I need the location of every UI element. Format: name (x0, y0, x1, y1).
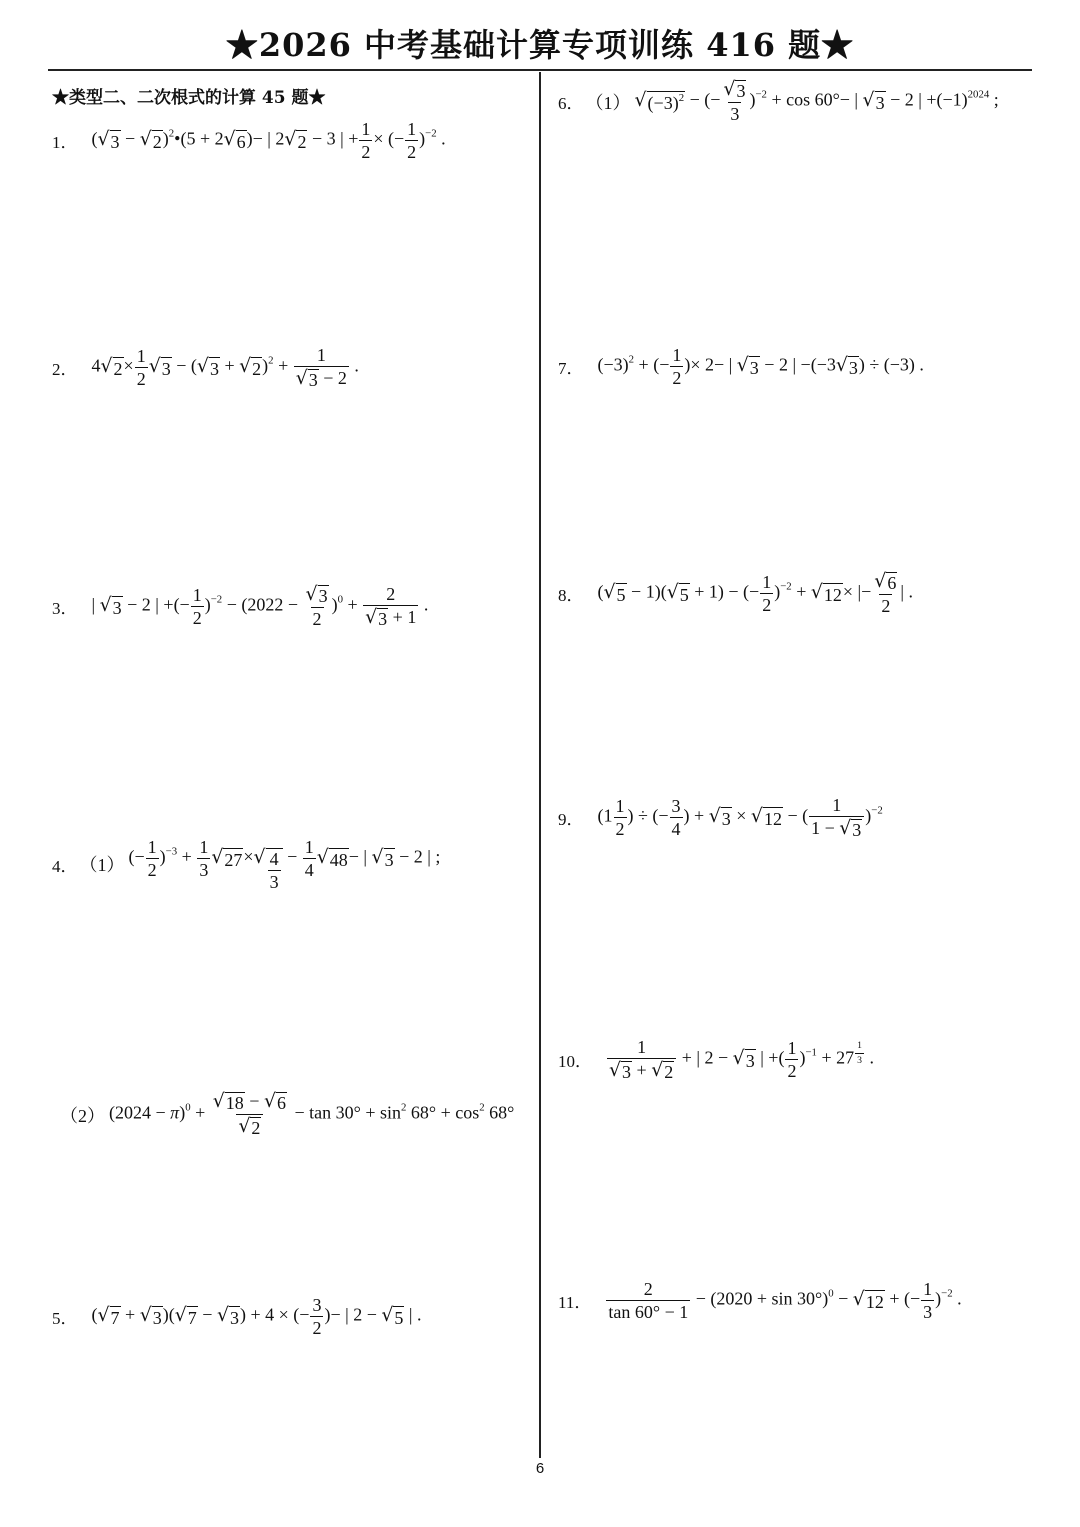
section-heading: ★类型二、二次根式的计算 45 题★ (52, 88, 326, 108)
sub-question-label: （1） (585, 92, 631, 113)
question-number: 11． (558, 1293, 592, 1312)
question-10 (558, 1038, 874, 1081)
question-9 (558, 796, 883, 839)
expression: ( √ 3 − √ 2 )$^2$•(5 + 2 √ 6 )− | 2 √ 2 − 3 | + $\frac{1}{2}$ × (− $\frac{1}{2}$ )$^{-2}$ . (91, 119, 446, 162)
question-number: 7． (558, 359, 584, 378)
question-number: 1． (52, 133, 78, 152)
expression: 4 √ 2 × $\frac{1}{2}$ √ 3 − ( √ 3 + √ 2 )$^2$ + 1 √ 3 − 2 . (91, 345, 359, 390)
question-number: 10． (558, 1052, 592, 1071)
title-underline (48, 69, 1032, 71)
question-3 (52, 585, 428, 628)
question-4-part-1 (52, 838, 440, 891)
sub-question-label: （2） (60, 1105, 105, 1126)
question-4-part-2 (60, 1092, 514, 1137)
expression: √ $(-3)^2$ − (− √ 3 3 )$^{-2}$ + cos 60°− | √ 3 − 2 | $+(-1)^{2024}$ ; (634, 78, 999, 124)
expression: ( √ 5 − 1)( √ 5 + 1) − (− $\frac{1}{2}$ )$^{-2}$ + √ 12 × |− √ 6 2 | . (597, 570, 913, 616)
question-number: 2． (52, 360, 78, 379)
question-5 (52, 1296, 422, 1337)
question-2 (52, 346, 359, 389)
question-8 (558, 572, 913, 615)
expression: | √ 3 − 2 | +(− $\frac{1}{2}$ )$^{-2}$ − (2022 − √ 3 2 )$^0$ + 2 √ 3 + 1 . (91, 583, 429, 629)
question-number: 8． (558, 586, 584, 605)
page-number: 6 (535, 1460, 545, 1477)
expression: $\frac{2}{\tan 60^\circ - 1}$ − $(2020 + \sin 30^\circ)^0$ − √ 12 + (− $\frac{1}{3}$ )$^{-2}$ . (608, 1279, 962, 1322)
question-7 (558, 346, 924, 387)
expression: (− $\frac{1}{2}$ )$^{-3}$ + $\frac{1}{3}$ √ 27 × √ $\frac{4}{3}$ − $\frac{1}{4}$ √ 48 − | √ 3 − 2 | ; (128, 837, 441, 892)
question-number: 4． (52, 856, 78, 876)
expression: $(-3)^2$ + (− $\frac{1}{2}$ )× 2− | √ 3 − 2 | −(−3 √ 3 ) ÷ (−3) . (597, 345, 924, 388)
question-number: 9． (558, 810, 584, 829)
question-6-part-1 (558, 80, 999, 123)
question-number: 3． (52, 599, 78, 618)
question-number: 6． (558, 94, 584, 113)
expression: 1 √ 3 + √ 2 + | 2 − √ 3 | +( $\frac{1}{2}$ )$^{-1}$ + 27 $^{\frac{1}{3}}$ . (609, 1037, 874, 1082)
page-title: ★2026 中考基础计算专项训练 416 题★ (225, 26, 855, 64)
expression: ( √ 7 + √ 3 )( √ 7 − √ 3 ) + 4 × (− $\frac{3}{2}$ )− | 2 − √ 5 | . (91, 1295, 422, 1338)
expression: $(2024 - \pi)^0$ + √ 18 − √ 6 √ 2 − $\tan 30^\circ + \sin^2 68^\circ + \cos^2 68^\circ$ (109, 1090, 515, 1138)
question-11 (558, 1280, 962, 1321)
sub-question-label: （1） (79, 855, 125, 876)
column-divider (539, 72, 541, 1458)
question-1 (52, 120, 446, 161)
expression: (1 $\frac{1}{2}$ ) ÷ (− $\frac{3}{4}$ ) + √ 3 × √ 12 − ( 1 1 − √ 3 )$^{-2}$ (597, 795, 883, 840)
question-number: 5． (52, 1309, 78, 1328)
